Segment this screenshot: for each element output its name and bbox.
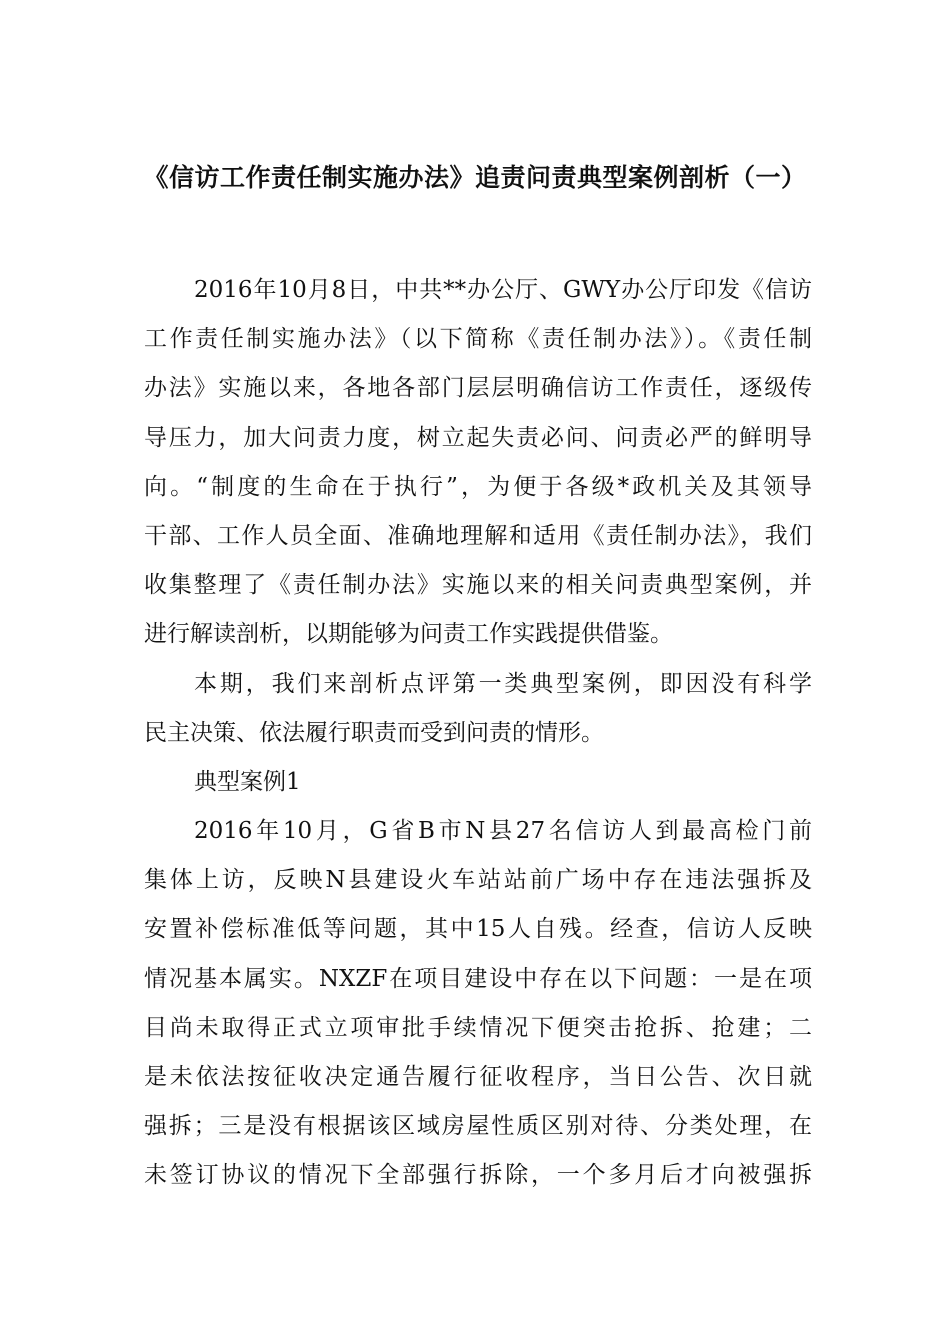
- text-line: 2016年10月8日，中共**办公厅、GWY办公厅印发《信访: [194, 277, 812, 303]
- document-body: [144, 266, 812, 1201]
- text-line: 办法》实施以来，各地各部门层层明确信访工作责任，逐级传: [144, 375, 812, 402]
- paragraph-case-heading: [144, 758, 812, 807]
- document-title: 《信访工作责任制实施办法》追责问责典型案例剖析（一）: [143, 163, 807, 192]
- text-line: 民主决策、依法履行职责而受到问责的情形。: [144, 719, 604, 746]
- text-line: 强拆；三是没有根据该区域房屋性质区别对待、分类处理，在: [144, 1113, 812, 1140]
- paragraph-case-1: [144, 807, 812, 1201]
- text-line: 工作责任制实施办法》（以下简称《责任制办法》）。《责任制: [144, 326, 812, 353]
- text-line: 导压力，加大问责力度，树立起失责必问、问责必严的鲜明导: [144, 424, 812, 451]
- text-line: 本期，我们来剖析点评第一类典型案例，即因没有科学: [194, 670, 812, 697]
- text-line: 情况基本属实。NXZF在项目建设中存在以下问题：一是在项: [144, 965, 812, 992]
- text-line: 是未依法按征收决定通告履行征收程序，当日公告、次日就: [144, 1064, 812, 1090]
- text-line: 2016年10月，G省B市N县27名信访人到最高检门前: [194, 818, 812, 845]
- text-line: 安置补偿标准低等问题，其中15人自残。经查，信访人反映: [144, 916, 812, 943]
- text-line: 未签订协议的情况下全部强行拆除，一个多月后才向被强拆: [144, 1162, 812, 1189]
- text-line: 向。“制度的生命在于执行”，为便于各级*政机关及其领导: [144, 473, 812, 500]
- paragraph-this-issue: [144, 660, 812, 758]
- case-heading: 典型案例1: [194, 768, 301, 795]
- text-line: 集体上访，反映N县建设火车站站前广场中存在违法强拆及: [144, 867, 812, 894]
- paragraph-intro: [144, 266, 812, 660]
- text-line: 干部、工作人员全面、准确地理解和适用《责任制办法》，我们: [144, 522, 812, 549]
- text-line: 目尚未取得正式立项审批手续情况下便突击抢拆、抢建；二: [144, 1014, 812, 1041]
- text-line: 进行解读剖析，以期能够为问责工作实践提供借鉴。: [144, 621, 673, 648]
- text-line: 收集整理了《责任制办法》实施以来的相关问责典型案例，并: [144, 572, 812, 599]
